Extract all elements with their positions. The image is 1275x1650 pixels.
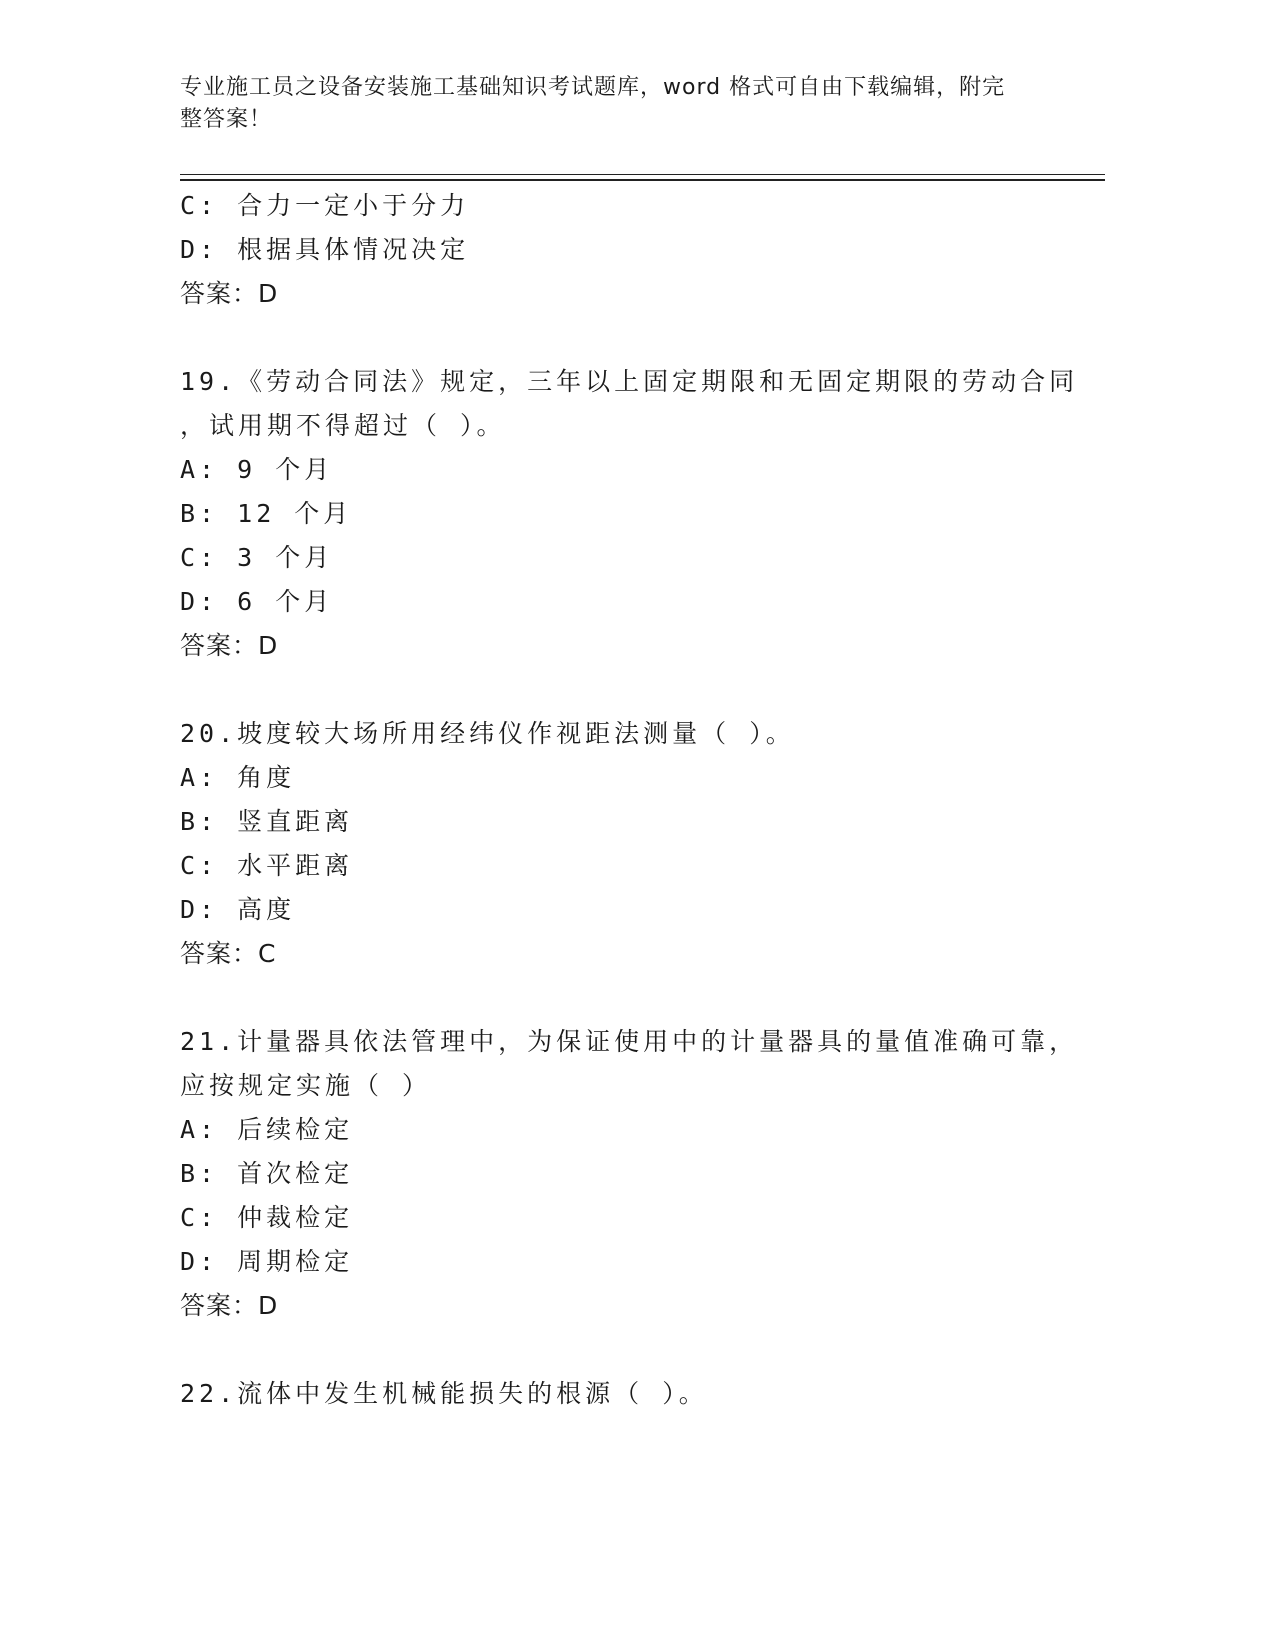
option-d: D: 高度: [180, 895, 296, 924]
document-header: [180, 72, 1080, 136]
spacer: [180, 316, 1080, 360]
header-divider-thin: [180, 174, 1105, 175]
spacer: [180, 668, 1080, 712]
question-stem-line-1: 22.流体中发生机械能损失的根源（ ）。: [180, 1379, 708, 1408]
question-stem-line-1: 19.《劳动合同法》规定，三年以上固定期限和无固定期限的劳动合同: [180, 367, 1079, 396]
question-stem-line-2: 应按规定实施（ ）: [180, 1071, 432, 1100]
option-b: B: 竖直距离: [180, 807, 354, 836]
question-21: [180, 1020, 1080, 1328]
answer: 答案：D: [180, 279, 279, 308]
option-b: B: 首次检定: [180, 1159, 354, 1188]
option-c: C: 合力一定小于分力: [180, 191, 470, 220]
option-d: D: 根据具体情况决定: [180, 235, 470, 264]
question-18: [180, 184, 1080, 316]
option-a: A: 角度: [180, 763, 296, 792]
question-stem-line-2: ，试用期不得超过（ ）。: [180, 411, 506, 440]
spacer: [180, 1328, 1080, 1372]
question-stem-line-1: 21.计量器具依法管理中，为保证使用中的计量器具的量值准确可靠，: [180, 1027, 1079, 1056]
question-19: [180, 360, 1080, 668]
option-c: C: 仲裁检定: [180, 1203, 354, 1232]
question-stem-line-1: 20.坡度较大场所用经纬仪作视距法测量（ ）。: [180, 719, 795, 748]
question-22: [180, 1372, 1080, 1416]
spacer: [180, 976, 1080, 1020]
header-line-1: 专业施工员之设备安装施工基础知识考试题库，word 格式可自由下载编辑，附完: [180, 75, 1006, 100]
answer: 答案：D: [180, 1291, 279, 1320]
question-list: [180, 184, 1080, 1416]
option-b: B: 12 个月: [180, 499, 353, 528]
option-a: A: 后续检定: [180, 1115, 354, 1144]
option-a: A: 9 个月: [180, 455, 334, 484]
header-divider-thick: [180, 179, 1105, 181]
option-c: C: 3 个月: [180, 543, 334, 572]
option-d: D: 6 个月: [180, 587, 334, 616]
option-c: C: 水平距离: [180, 851, 354, 880]
question-20: [180, 712, 1080, 976]
answer: 答案：C: [180, 939, 277, 968]
answer: 答案：D: [180, 631, 279, 660]
header-line-2: 整答案！: [180, 107, 273, 132]
option-d: D: 周期检定: [180, 1247, 354, 1276]
